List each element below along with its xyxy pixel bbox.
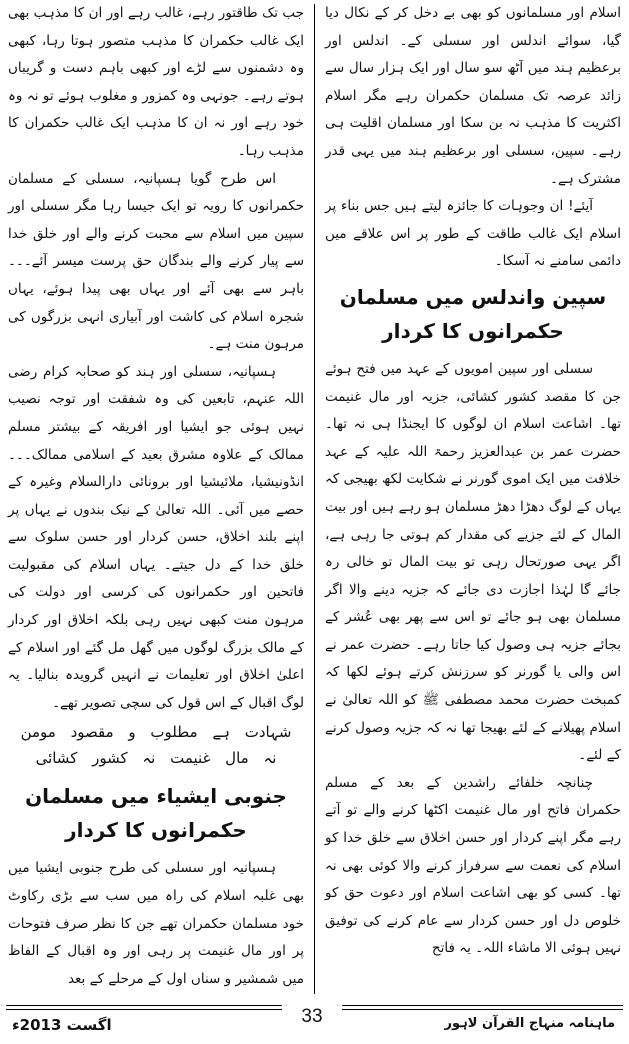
left-column bbox=[8, 0, 304, 993]
paragraph: جب تک طاقتور رہے، غالب رہے اور ان کا مذہب بھی ایک غالب حکمران کا مذہب متصور ہوتا رہا، کبھی وہ دشمنوں سے لڑے اور کبھی باہم دست و گریباں ہوتے رہے۔ جونہی وہ کمزور و مغلوب ہوئے تو نہ وہ خود رہے اور نہ ان کا مذہب ایک غالب حکمران کا مذہب رہا۔ bbox=[8, 5, 304, 159]
column-divider bbox=[314, 4, 315, 994]
paragraph: چنانچہ خلفائے راشدین کے بعد کے مسلم حکمران فاتح اور مال غنیمت اکٹھا کرنے والے تو آتے رہے مگر اپنے کردار اور حسن اخلاق سے خلق خدا کو اسلام کی نعمت سے سرفراز کرنے والا کوئی بھی نہ تھا۔ کسی کو بھی اشاعت اسلام اور دعوت حق کو خلوص دل اور حسن کردار سے عام کرنے کی توفیق نہیں ہوئی الا ماشاء اللہ۔ یہ فاتح bbox=[325, 774, 621, 957]
paragraph: ہسپانیہ اور سسلی کی طرح جنوبی ایشیا میں بھی غلبہ اسلام کی راہ میں سب سے بڑی رکاوٹ خود مسلمان حکمران تھے جن کا نظر صرف فتوحات پر اور مال غنیمت پر رہی اور وہ اقبال کے الفاظ میں شمشیر و سناں اول کے مرحلے کے بعد bbox=[8, 860, 304, 987]
right-column bbox=[325, 0, 621, 963]
paragraph: آیئے! ان وجوہات کا جائزہ لیتے ہیں جس بناء پر اسلام ایک غالب طاقت کے طور پر اس علاقے میں دائمی سامنے نہ آسکا۔ bbox=[325, 198, 621, 270]
paragraph: اس طرح گویا ہسپانیہ، سسلی کے مسلمان حکمرانوں کا رویہ تو ایک جیسا رہا مگر سسلی اور سپین میں اسلام سے محبت کرنے والے اور خلق خدا سے پیار کرنے والے بندگان حق پرست میسر آئے۔۔۔ باہر سے بھی آئے اور یہاں بھی پیدا ہوئے، یہاں شجرہ اسلام کی کاشت اور آبیاری انہی بزرگوں کی مرہون منت ہے۔ bbox=[8, 170, 304, 353]
section-heading: جنوبی ایشیاء میں مسلمان حکمرانوں کا کردار bbox=[25, 784, 287, 843]
poem-line: شہادت ہے مطلوب و مقصود مومن bbox=[20, 723, 292, 742]
section-heading: سپین واندلس میں مسلمان حکمرانوں کا کردار bbox=[339, 284, 607, 343]
poem-line: نہ مال غنیمت نہ کشور کشائی bbox=[35, 749, 277, 768]
magazine-name: ماہنامہ منہاج القرآن لاہور bbox=[444, 1016, 615, 1031]
paragraph: ہسپانیہ، سسلی اور ہند کو صحابہ کرام رضی اللہ عنہم، تابعین کی وہ شفقت اور توجہ نصیب نہیں ہوئی جو ایشیا اور افریقہ کے بیشتر مسلم ممالک کے علاوہ مشرق بعید کے اسلامی ممالک۔۔۔ انڈونیشیا، ملائیشیا اور برونائی دارالسلام وغیرہ کے حصے میں آئی۔ اللہ تعالیٰ کے نیک بندوں نے یہاں پر اپنے بلند اخلاق، حسن کردار اور حسن سلوک سے خلق خدا کے دل جیتے۔ یہاں اسلام کی مقبولیت فاتحین اور حکمرانوں کی کرسی اور دولت کی مرہون منت کبھی نہیں رہی بلکہ اخلاق اور کردار کے مالک بزرگ لوگوں میں گھل مل گئے اور اسلام کے اعلیٰ اخلاق اور تعلیمات نے انہیں گرویدہ بنالیا۔ یہ لوگ اقبال کے اس قول کی سچی تصویر تھے۔ bbox=[8, 363, 304, 711]
issue-date: اگست 2013ء bbox=[12, 1016, 112, 1034]
poem-verse bbox=[8, 719, 304, 771]
paragraph: اسلام اور مسلمانوں کو بھی بے دخل کر کے نکال دیا گیا، سوائے اندلس اور سسلی کے۔ اندلس اور برعظیم ہند میں آٹھ سو سال اور ایک ہزار سال سے زائد عرصہ تک مسلمان حکمران رہے مگر اسلام اکثریت کا مذہب نہ بن سکا اور مسلمان اقلیت ہی رہے۔ سپین، سسلی اور برعظیم ہند میں یہی قدر مشترک ہے۔ bbox=[325, 5, 621, 187]
paragraph: سسلی اور سپین امویوں کے عہد میں فتح ہوئے جن کا مقصد کشور کشائی، جزیہ اور مال غنیمت تھا۔ اشاعت اسلام ان لوگوں کا ایجنڈا ہی نہ تھا۔ حضرت عمر بن عبدالعزیز رحمۃ اللہ علیہ کے عہد خلافت میں ایک اموی گورنر نے شکایت لکھ بھیجی کہ یہاں کے لوگ دھڑا دھڑ مسلمان ہو رہے ہیں اور بیت المال کے لئے جزیے کی مقدار کم ہوتی جا رہی ہے، اگر یہی صورتحال رہی تو بیت المال تو خالی رہ جائے گا لہٰذا اجازت دی جائے کہ جزیہ دینے والا اگر مسلمان بھی ہو جائے تو اس سے پھر بھی عُشر کے بجائے جزیہ ہی وصول کیا جاتا رہے۔ حضرت عمر نے اس والی یا گورنر کو سرزنش کرتے ہوئے لکھا کہ کمبخت حضرت محمد مصطفی ﷺ کو اللہ تعالیٰ نے اسلام پھیلانے کے لئے بھیجا تھا نہ کہ جزیہ وصول کرنے کے لئے۔ bbox=[325, 360, 621, 764]
page-number: 33 bbox=[301, 1006, 323, 1027]
page-footer bbox=[0, 1004, 629, 1044]
